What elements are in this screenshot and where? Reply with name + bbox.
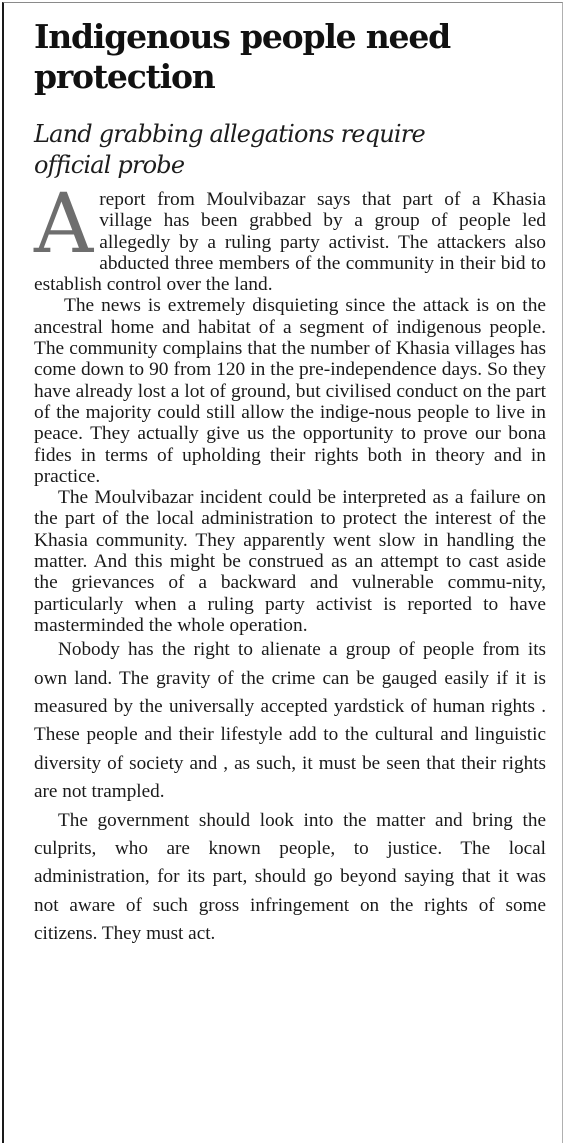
paragraph-4: Nobody has the right to alienate a group of people from its own land. The gravity of the crime can be gauged easily if it is measured by the universally accepted yardstick of human rights . These people and their lifestyle add to the cultural and linguistic diversity of society and , as such, it must be seen that their rights are not trampled.	[34, 639, 546, 803]
paragraph-1-text: report from Moulvibazar says that part of a Khasia village has been grabbed by a group of people led allegedly by a ruling party activist. The attackers also abducted three members of the community in their bid to establish control over the land.	[34, 189, 546, 296]
drop-cap: A	[34, 177, 94, 272]
paragraph-2: The news is extremely disquieting since the attack is on the ancestral home and habitat of a segment of indigenous people. The community complains that the number of Khasia villages has come down to 90 from 120 in the pre-independence days. So they have already lost a lot of ground, but civilised conduct on the part of the majority could still allow the indige-nous people to live in peace. They actually give us the opportunity to prove our bona fides in terms of upholding their rights both in theory and in practice.	[34, 295, 546, 487]
paragraph-1	[34, 177, 546, 296]
headline: Indigenous people need protection	[34, 17, 451, 96]
editorial-clipping	[2, 2, 563, 1143]
article-body	[34, 177, 546, 949]
subheadline: Land grabbing allegations require official probe	[34, 120, 425, 179]
paragraph-3: The Moulvibazar incident could be interpreted as a failure on the part of the local administration to protect the interest of the Khasia community. They apparently went slow in handling the matter. And this might be construed as an attempt to cast aside the grievances of a backward and vulnerable commu-nity, particularly when a ruling party activist is reported to have masterminded the whole operation.	[34, 487, 546, 636]
paragraph-5: The government should look into the matter and bring the culprits, who are known people, to justice. The local administration, for its part, should go beyond saying that it was not aware of such gross infringement on the rights of some citizens. They must act.	[34, 809, 546, 945]
